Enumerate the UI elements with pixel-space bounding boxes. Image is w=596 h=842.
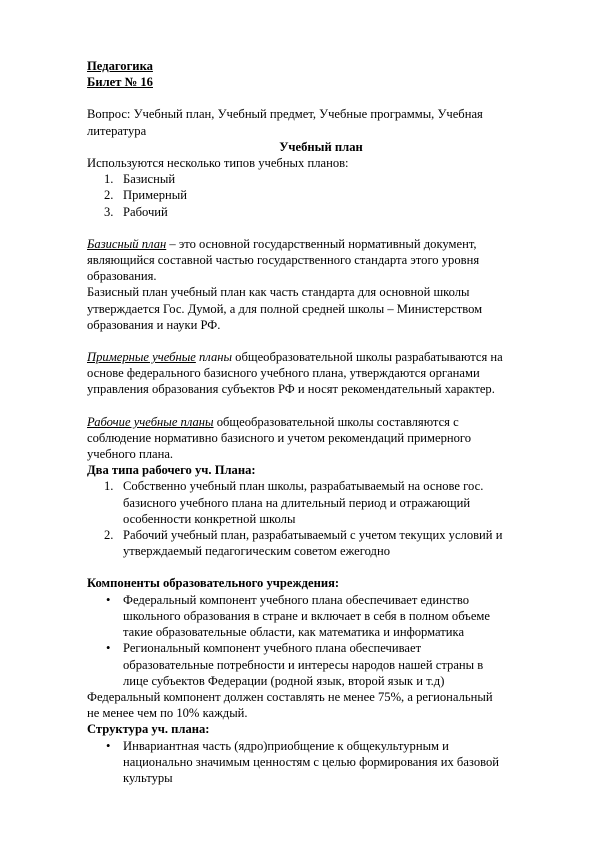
- list-item-continuation: базисного учебного плана на длительный период и отражающий: [123, 495, 471, 510]
- list-item: [87, 187, 555, 203]
- intro-text: Используются несколько типов учебных планов:: [87, 156, 349, 171]
- working-plan-text: общеобразовательной школы составляются с: [213, 414, 459, 429]
- list-item-text: Рабочий учебный план, разрабатываемый с учетом текущих условий и: [123, 528, 503, 543]
- bullet-text: Региональный компонент учебного плана обеспечивает: [123, 641, 422, 656]
- sample-plan-term-end: планы: [195, 350, 233, 365]
- sample-plan-line: основе федерального базисного учебного плана, утверждаются органами: [87, 366, 480, 381]
- list-item: [87, 478, 555, 494]
- basic-plan-text: – это основной государственный нормативный документ,: [166, 236, 477, 251]
- sample-plan-text: общеобразовательной школы разрабатываются на: [232, 350, 503, 365]
- ticket-heading: Билет № 16: [87, 75, 153, 90]
- list-item-continuation: утверждаемый педагогическим советом ежегодно: [123, 544, 390, 559]
- working-plan-term: Рабочие учебные планы: [87, 414, 214, 429]
- bullet-item: [87, 592, 555, 608]
- question-line: литература: [87, 123, 147, 138]
- sample-plan-term: Примерные учебные: [87, 350, 196, 365]
- working-plan-line: учебного плана.: [87, 447, 174, 462]
- bullet-continuation: лице субъектов Федерации (родной язык, второй язык и т.д): [123, 673, 445, 688]
- list-item: [87, 204, 555, 220]
- sample-plan-line: [87, 349, 555, 365]
- list-item: [87, 527, 555, 543]
- bullet-icon: •: [106, 592, 111, 607]
- list-item-text: Базисный: [123, 172, 176, 187]
- sample-plan-line: управления образования субъектов РФ и носят рекомендательный характер.: [87, 382, 495, 397]
- list-number: 2.: [104, 188, 114, 203]
- basic-plan-line: образования.: [87, 269, 157, 284]
- components-note: Федеральный компонент должен составлять не менее 75%, а региональный: [87, 689, 493, 704]
- components-note: не менее чем по 10% каждый.: [87, 706, 248, 721]
- basic-plan-line: утверждается Гос. Думой, а для полной средней школы – Министерством: [87, 301, 483, 316]
- subject-heading: Педагогика: [87, 59, 153, 73]
- basic-plan-line: являющийся составной частью государственного стандарта этого уровня: [87, 253, 480, 268]
- bullet-text: Инвариантная часть (ядро)приобщение к общекультурным и: [123, 738, 449, 753]
- bullet-continuation: национально значимым ценностям с целью формирования их базовой: [123, 754, 500, 769]
- basic-plan-term: Базисный план: [87, 236, 167, 251]
- bullet-text: Федеральный компонент учебного плана обеспечивает единство: [123, 592, 470, 607]
- list-item-text: Примерный: [123, 188, 187, 203]
- bullet-continuation: образовательные потребности и интересы народов нашей страны в: [123, 657, 484, 672]
- bullet-item: [87, 640, 555, 656]
- question-line: Вопрос: Учебный план, Учебный предмет, Учебные программы, Учебная: [87, 107, 483, 122]
- list-number: 3.: [104, 204, 114, 219]
- bullet-continuation: культуры: [123, 770, 173, 785]
- list-item: [87, 171, 555, 187]
- working-plan-line: соблюдение нормативно базисного и учетом рекомендаций примерного: [87, 430, 472, 445]
- list-number: 1.: [104, 479, 114, 494]
- basic-plan-line: [87, 236, 555, 252]
- working-plan-line: [87, 414, 555, 430]
- bullet-icon: •: [106, 641, 111, 656]
- document-page: [87, 58, 555, 786]
- components-title: Компоненты образовательного учреждения:: [87, 576, 340, 591]
- bullet-continuation: школьного образования в стране и включает в себя в полном объеме: [123, 608, 490, 623]
- two-types-title: Два типа рабочего уч. Плана:: [87, 463, 256, 478]
- basic-plan-line: Базисный план учебный план как часть стандарта для основной школы: [87, 285, 470, 300]
- structure-title: Структура уч. плана:: [87, 722, 210, 737]
- bullet-item: [87, 738, 555, 754]
- bullet-continuation: такие образовательные области, как математика и информатика: [123, 625, 465, 640]
- list-item-text: Собственно учебный план школы, разрабатываемый на основе гос.: [123, 479, 484, 494]
- section-title: Учебный план: [279, 139, 363, 154]
- list-item-text: Рабочий: [123, 204, 168, 219]
- bullet-icon: •: [106, 738, 111, 753]
- list-item-continuation: особенности конкретной школы: [123, 511, 296, 526]
- list-number: 1.: [104, 172, 114, 187]
- list-number: 2.: [104, 528, 114, 543]
- basic-plan-line: образования и науки РФ.: [87, 317, 221, 332]
